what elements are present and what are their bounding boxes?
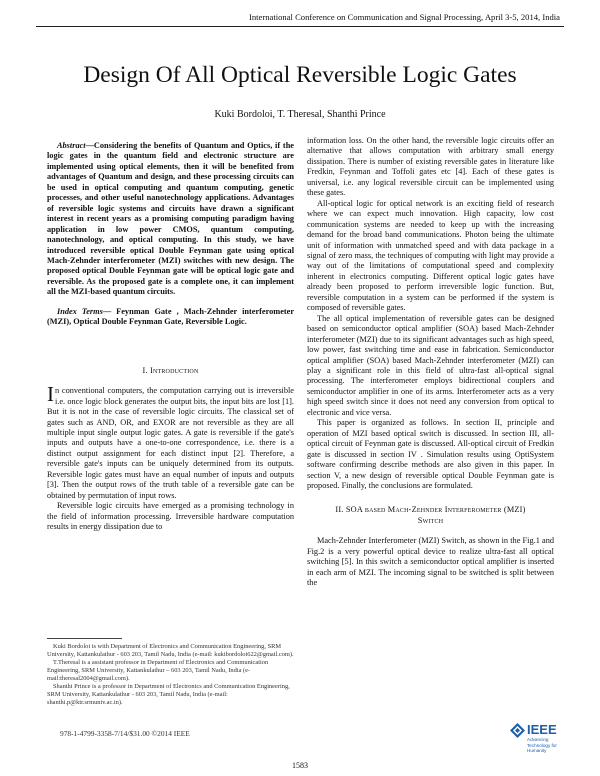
intro-paragraph-1	[47, 382, 294, 501]
abstract-text: —Considering the benefits of Quantum and Optics, if the logic gates in the quantum field and electronic structure are implemented using optical elements, then it will be benefited from advantages of Quantum and design, and these processing circuits can be used in optical computing and quantum computing, genetic processes, and other useful nanotechnology applications. Advantages of reversible logic systems and circuits have drawn a significant interest in recent years as a promising computing paradigm having application in low power CMOS, quantum computing, nanotechnology, and optical computing. In this study, we have introduced reversible optical Double Feynman gate using optical Mach-Zehnder interferometer (MZI) switches with new design. The proposed optical Double Feynman gate will be optical logic gate and reversible. As the proposed gate is a complete one, it can implement all the MZI-based quantum circuits.	[47, 141, 294, 297]
section-heading-mzi-line1: II. SOA based Mach-Zehnder Interferometer (MZI)	[335, 505, 526, 515]
footnote-rule	[47, 638, 122, 639]
paper-title: Design Of All Optical Reversible Logic Gates	[83, 62, 517, 88]
isbn-copyright: 978-1-4799-3358-7/14/$31.00 ©2014 IEEE	[60, 729, 190, 738]
right-paragraph-3: The all optical implementation of reversible gates can be designed based on semiconductor optical amplifier (SOA) based Mach-Zehnder interferometer (MZI) due to its significant advantages such as high speed, low power, fast switching time and ease in fabrication. Semiconductor optical amplifier (SOA) based Mach-Zehnder interferometer (MZI) can play a significant role in this field of ultra-fast all-optical signal processing. The interferometer employs bidirectional couplers and semiconductor amplifier in one of its arms. Interferometer acts as a very high speed switch since it does not need any conversion from optical to electronic and vice versa.	[307, 313, 554, 417]
abstract-label: Abstract	[57, 141, 86, 150]
author-footnotes	[47, 643, 294, 707]
ieee-diamond-icon	[510, 723, 525, 738]
section-heading-mzi	[307, 505, 554, 526]
left-column	[47, 141, 294, 533]
ieee-tagline: Advancing Technology for Humanity	[527, 737, 557, 753]
index-terms-text: — Feynman Gate , Mach-Zehnder interferometer (MZI), Optical Double Feynman Gate, Reversible Logic.	[47, 306, 295, 327]
footnote-2: T.Theresal is a assistant professor in Department of Electronics and Communication Engineering, SRM University, Kattankulathur – 603 203, Tamil Nadu, India (e-mail:theresal2004@gmail.com).	[47, 659, 269, 682]
header-rule	[36, 26, 564, 27]
index-terms	[47, 307, 294, 328]
ieee-wordmark: IEEE	[527, 722, 557, 737]
page-number: 1583	[292, 761, 308, 770]
intro-paragraph-1-text: n conventional computers, the computation carrying out is irreversible i.e. once logic block generates the output bits, the input bits are lost [1]. But it is not in the case of reversible logic circuits. The classical set of gates such as AND, OR, and EXOR are not reversible as they are all multiple input single output logic gates. A gate is reversible if the gate's inputs and outputs have a one-to-one correspondence, i.e. there is a distinct output assignment for each distinct input [2]. Therefore, a reversible gate's inputs can be uniquely determined from its outputs. Reversible logic gates must have an equal number of inputs and outputs [3]. Then the output rows of the truth table of a reversible gate can be obtained by permutation of input rows.	[47, 386, 294, 500]
right-column	[307, 136, 554, 589]
right-paragraph-2: All-optical logic for optical network is an exciting field of research where we can expect much innovation. High capacity, low cost communication systems are needed to keep up with the increasing demand for the broad band communications. Photon being the ultimate unit of information with unmatched speed and with data package in a signal of zero mass, the techniques of computing with light may provide a way out of the limitations of computational speed and complexity inherent in electronics computing. Different optical logic gates have already been proposed to perform irreversible logic function. But, reversible computation in a system can be performed if the system is composed of reversible gates.	[307, 198, 554, 313]
drop-cap: I	[47, 382, 54, 407]
author-list: Kuki Bordoloi, T. Theresal, Shanthi Prince	[214, 109, 386, 120]
intro-paragraph-2: Reversible logic circuits have emerged as a promising technology in the field of information processing. Irreversible hardware computation results in energy dissipation due to	[47, 501, 294, 532]
section-heading-mzi-line2: Switch	[417, 515, 444, 525]
conference-header: International Conference on Communication and Signal Processing, April 3-5, 2014, India	[249, 12, 560, 22]
right-paragraph-4: This paper is organized as follows. In section II, principle and operation of MZI based optical switch is discussed. In section III, all-optical circuit of Feynman gate is discussed. All-optical circuit of Fredkin gate is discussed in section IV . Simulation results using OptiSystem software confirming describe methods are also given in this paper. In section V, a new design of reversible optical Double Feynman gate is proposed. Finally, the conclusions are formulated.	[307, 418, 554, 490]
right-paragraph-1: information loss. On the other hand, the reversible logic circuits offer an alternative that allows computation with arbitrary small energy dissipation. There is number of existing reversible gates in literature like Fredkin, Feynman and Toffoli gates etc [4]. Each of these gates is universal, i.e. any logical reversible circuit can be implemented using these gates.	[307, 136, 554, 198]
index-terms-label: Index Terms	[57, 306, 103, 316]
right-paragraph-5: Mach-Zehnder Interferometer (MZI) Switch, as shown in the Fig.1 and Fig.2 is a very powerful optical device to realize ultra-fast all optical switching [5]. In this switch a semiconductor optical amplifier is inserted in each arm of MZI. The incoming signal to be switched is split between the	[307, 536, 554, 588]
footnote-3: Shanthi Prince is a professor in Department of Electronics and Communication Engineering, SRM University, Kattankulathur - 603 203, Tamil Nadu, India (e-mail: shanthi.p@ktr.srmuniv.ac.in).	[47, 683, 290, 706]
abstract	[47, 141, 294, 298]
footnote-1: Kuki Bordoloi is with Department of Electronics and Communication Engineering, SRM University, Kattankulathur - 603 203, Tamil Nadu, India (e-mail: kukibordoloi622@gmail.com).	[47, 643, 294, 658]
section-heading-introduction: I. Introduction	[142, 365, 199, 375]
ieee-logo	[510, 722, 566, 758]
